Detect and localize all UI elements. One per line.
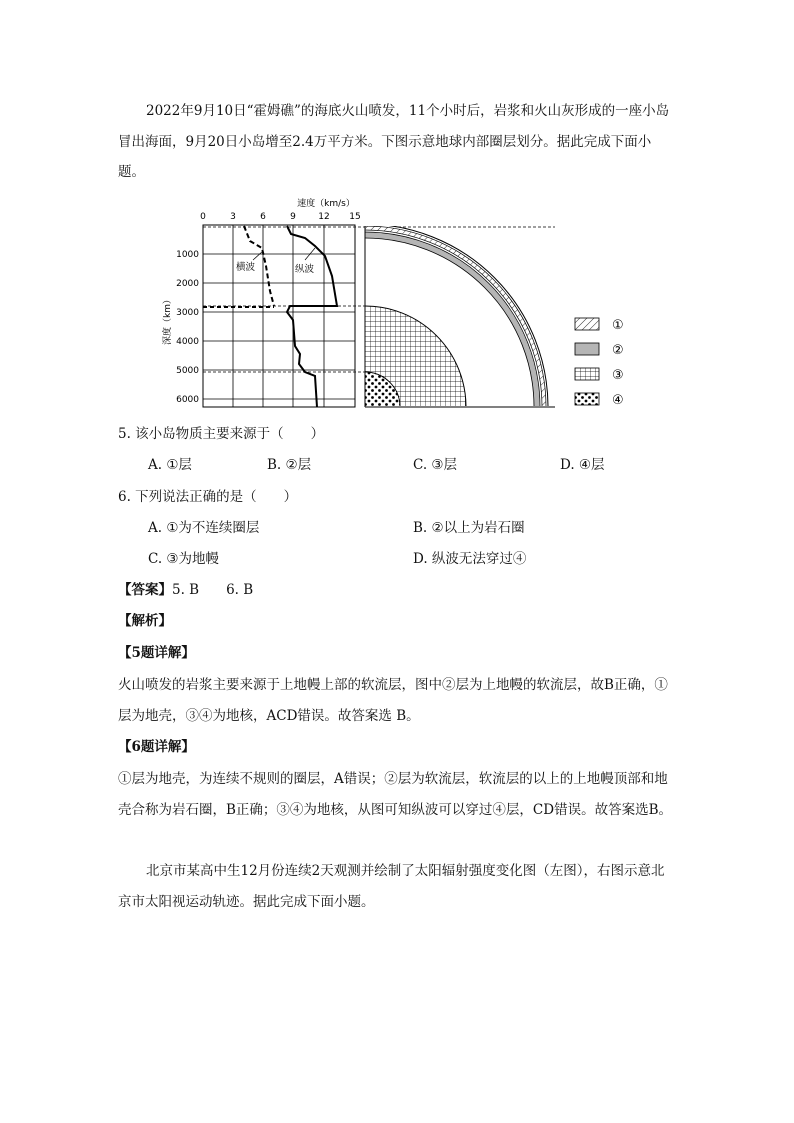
- speed-tick: 9: [290, 212, 296, 222]
- q6-option-b[interactable]: B. ②以上为岩石圈: [413, 520, 525, 536]
- depth-axis-title: 深度（km）: [163, 295, 173, 345]
- detail6-text: ①层为地壳，为连续不规则的圈层，A错误；②层为软流层，软流层的以上的上地幔顶部和地壳合称为岩石圈，B正确；③④为地核，从图可知纵波可以穿过④层，CD错误。故答案选B。: [118, 771, 672, 818]
- legend-label-2: ②: [612, 343, 624, 358]
- s-wave-pointer: [253, 251, 263, 260]
- q6-option-a[interactable]: A. ①为不连续圈层: [148, 520, 260, 536]
- q5-option-a[interactable]: A. ①层: [148, 457, 192, 473]
- earth-interior-figure: [150, 196, 650, 411]
- q5-option-c[interactable]: C. ③层: [413, 457, 458, 473]
- q5-stem: 5. 该小岛物质主要来源于（ ）: [118, 426, 325, 442]
- q6-option-c[interactable]: C. ③为地幔: [148, 551, 220, 567]
- speed-tick: 6: [260, 212, 266, 222]
- legend-swatch-4: [575, 393, 599, 405]
- depth-tick: 3000: [176, 308, 199, 318]
- legend-swatch-2: [575, 343, 599, 355]
- p-wave-curve: [287, 226, 337, 407]
- answer-line: [118, 580, 253, 600]
- answer-label: 【答案】: [118, 582, 172, 598]
- legend-swatch-3: [575, 368, 599, 380]
- detail5-label: 【5题详解】: [118, 645, 195, 661]
- legend-swatch-1: [575, 318, 599, 330]
- legend-label-1: ①: [612, 318, 624, 333]
- speed-axis-title: 速度（km/s）: [297, 199, 355, 209]
- legend-label-3: ③: [612, 368, 624, 383]
- depth-tick: 6000: [176, 395, 199, 405]
- q6-stem: 6. 下列说法正确的是（ ）: [118, 489, 298, 505]
- speed-tick: 0: [200, 212, 206, 222]
- speed-tick: 3: [230, 212, 236, 222]
- detail6-label: 【6题详解】: [118, 739, 195, 755]
- legend-label-4: ④: [612, 393, 624, 408]
- speed-tick-labels: [200, 212, 361, 222]
- s-wave-label: 横波: [236, 262, 256, 273]
- depth-tick: 5000: [176, 366, 199, 376]
- graph-grid: [203, 225, 355, 407]
- q6-option-d[interactable]: D. 纵波无法穿过④: [413, 551, 527, 567]
- analysis-label: 【解析】: [118, 613, 172, 629]
- speed-tick: 12: [318, 212, 330, 222]
- speed-tick: 15: [349, 212, 361, 222]
- depth-tick: 2000: [176, 279, 199, 289]
- q5-option-d[interactable]: D. ④层: [560, 457, 605, 473]
- answer-text: 5. B 6. B: [172, 582, 254, 598]
- intro-paragraph: 2022年9月10日“霍姆礁”的海底火山喷发，11个小时后，岩浆和火山灰形成的一座小岛冒出海面，9月20日小岛增至2.4万平方米。下图示意地球内部圈层划分。据此完成下面小题。: [118, 103, 670, 180]
- p-wave-label: 纵波: [295, 264, 315, 275]
- depth-tick: 1000: [176, 250, 199, 260]
- legend: [575, 318, 624, 408]
- q5-option-b[interactable]: B. ②层: [267, 457, 312, 473]
- detail5-text: 火山喷发的岩浆主要来源于上地幔上部的软流层，图中②层为上地幔的软流层，故B正确，①层为地壳，③④为地核，ACD错误。故答案选 B。: [118, 677, 668, 724]
- next-intro-paragraph: 北京市某高中生12月份连续2天观测并绘制了太阳辐射强度变化图（左图），右图示意北京市太阳视运动轨迹。据此完成下面小题。: [118, 863, 665, 910]
- depth-tick-labels: [176, 250, 199, 405]
- depth-tick: 4000: [176, 337, 199, 347]
